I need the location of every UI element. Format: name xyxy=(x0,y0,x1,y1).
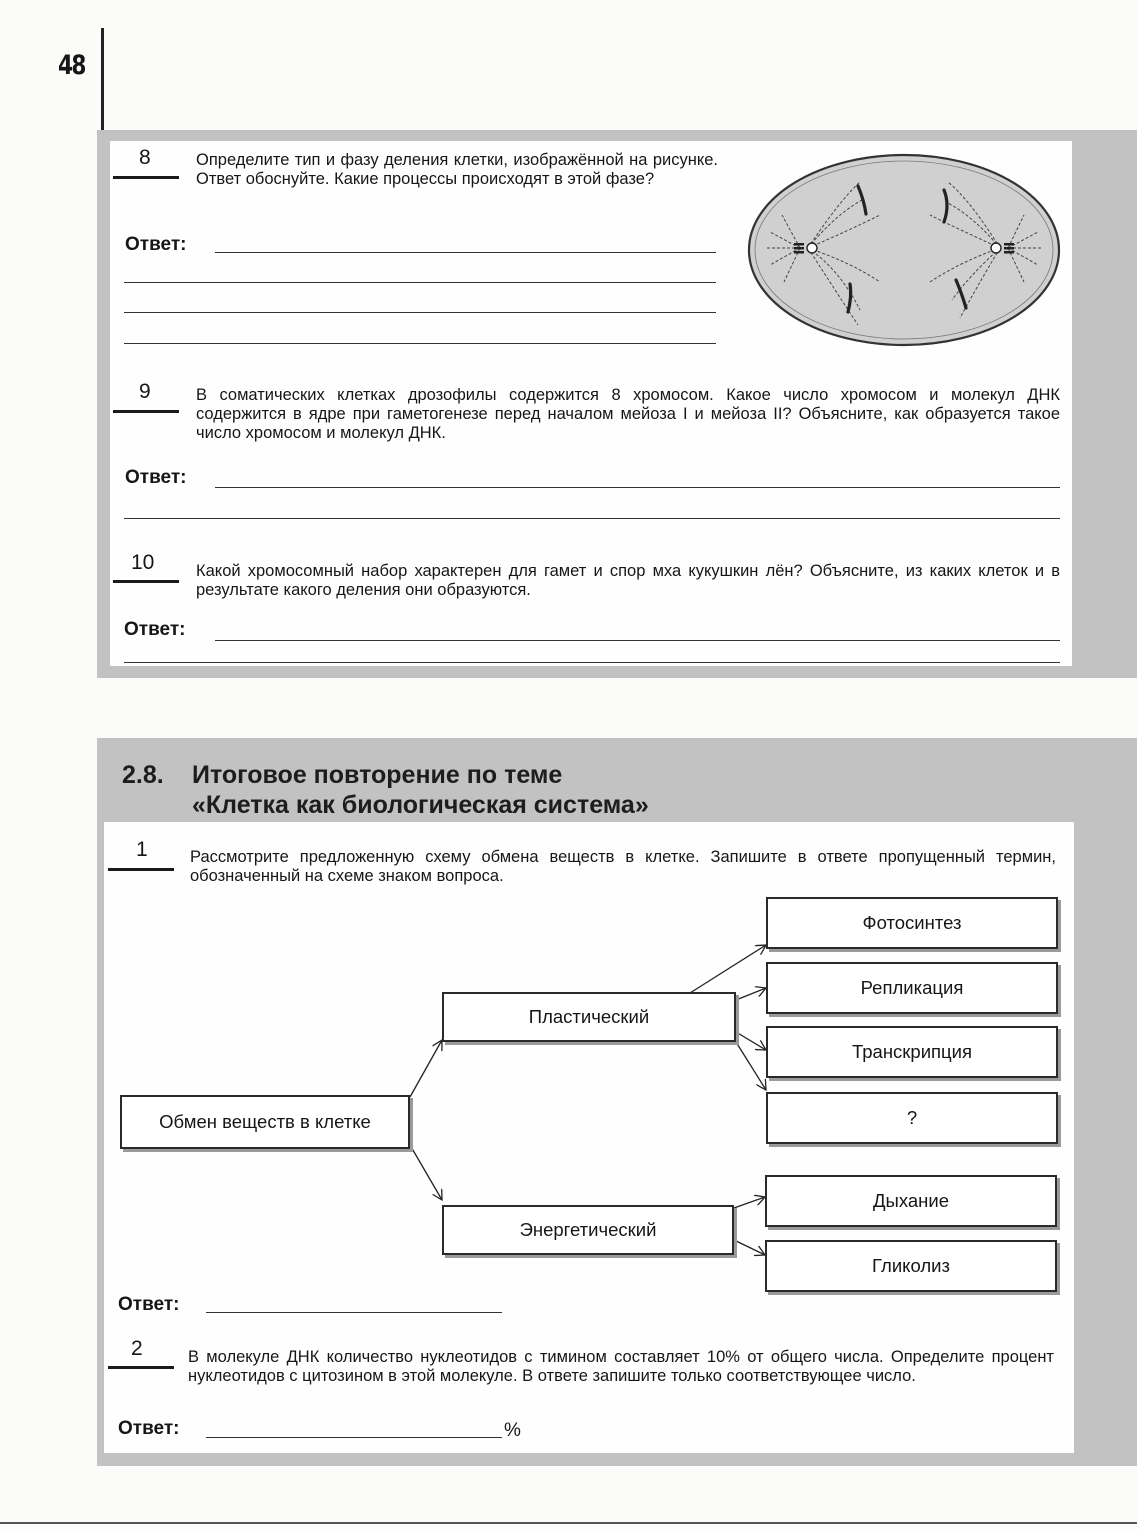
scheme-box-transcription: Транскрипция xyxy=(766,1026,1058,1078)
task-10-text: Какой хромосомный набор характерен для гамет и спор мха кукушкин лён? Объясните, из каких клеток и в результате какого деления они образуются. xyxy=(196,562,1060,599)
scheme-box-plastic: Пластический xyxy=(442,992,736,1042)
arrow-to-photosynthesis xyxy=(690,945,766,993)
scheme-box-replication: Репликация xyxy=(766,962,1058,1014)
task-1-answer-line[interactable] xyxy=(206,1312,502,1313)
arrow-to-question xyxy=(736,1042,766,1090)
task-2-text: В молекуле ДНК количество нуклеотидов с тимином составляет 10% от общего числа. Определите процент нуклеотидов с цитозином в этой молекуле. В ответе запишите только соответствующее число. xyxy=(188,1348,1054,1385)
scheme-box-photosynthesis: Фотосинтез xyxy=(766,897,1058,949)
arrow-to-replication xyxy=(736,988,766,1000)
task-2-rule xyxy=(108,1366,174,1369)
task-9-answer-label: Ответ: xyxy=(125,467,187,488)
bottom-rule xyxy=(0,1522,1137,1524)
task-8-number: 8 xyxy=(139,146,151,169)
task-1-text: Рассмотрите предложенную схему обмена веществ в клетке. Запишите в ответе пропущенный термин, обозначенный на схеме знаком вопроса. xyxy=(190,848,1056,885)
arrow-to-plastic xyxy=(410,1040,442,1097)
scheme-box-energy: Энергетический xyxy=(442,1205,734,1255)
task-2-percent-sign: % xyxy=(504,1420,521,1441)
task-9-text: В соматических клетках дрозофилы содержится 8 хромосом. Какое число хромосом и молекул ДНК содержится в ядре при гаметогенезе перед началом мейоза I и мейоза II? Объясните, как образуется такое число хромосом и молекул ДНК. xyxy=(196,386,1060,442)
task-8-text: Определите тип и фазу деления клетки, изображённой на рисунке. Ответ обоснуйте. Какие процессы происходят в этой фазе? xyxy=(196,151,718,188)
section-title-line-1: Итоговое повторение по теме xyxy=(192,761,563,789)
page-number: 48 xyxy=(58,50,85,81)
arrow-to-respiration xyxy=(734,1197,765,1208)
arrow-to-transcription xyxy=(736,1032,766,1050)
scheme-box-glycolysis: Гликолиз xyxy=(765,1240,1057,1292)
section-number: 2.8. xyxy=(122,761,164,789)
scheme-box-root: Обмен веществ в клетке xyxy=(120,1095,410,1149)
task-2-answer-label: Ответ: xyxy=(118,1418,180,1439)
arrow-to-energy xyxy=(410,1145,442,1200)
task-10-answer-label: Ответ: xyxy=(124,619,186,640)
scheme-box-question: ? xyxy=(766,1092,1058,1144)
task-10-number: 10 xyxy=(131,551,155,574)
task-8-answer-label: Ответ: xyxy=(125,234,187,255)
task-1-number: 1 xyxy=(136,838,148,861)
task-2-number: 2 xyxy=(131,1337,143,1360)
task-2-answer-line[interactable] xyxy=(206,1437,502,1438)
scheme-box-respiration: Дыхание xyxy=(765,1175,1057,1227)
task-9-number: 9 xyxy=(139,380,151,403)
section-title-line-2: «Клетка как биологическая система» xyxy=(192,791,649,819)
arrow-to-glycolysis xyxy=(734,1240,765,1255)
task-1-answer-label: Ответ: xyxy=(118,1294,180,1315)
